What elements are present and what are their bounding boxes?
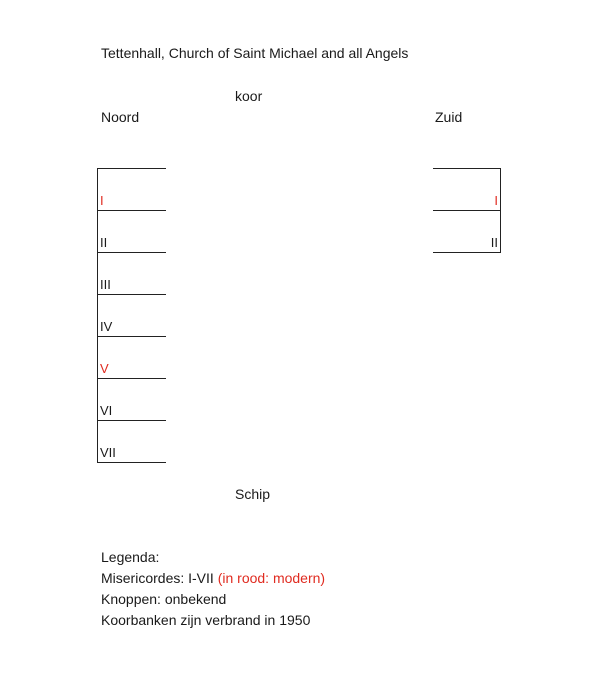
north-stall-4 xyxy=(98,295,166,337)
legend-heading: Legenda: xyxy=(101,549,160,565)
legend-misericordes-prefix: Misericordes: I-VII xyxy=(101,570,214,586)
north-stall-3 xyxy=(98,253,166,295)
north-stall-2 xyxy=(98,211,166,253)
north-stall-label: III xyxy=(100,277,111,292)
choir-label: koor xyxy=(235,88,263,104)
south-stall-label: I xyxy=(494,193,498,208)
north-stall-1 xyxy=(98,169,166,211)
north-stall-5 xyxy=(98,337,166,379)
page-title: Tettenhall, Church of Saint Michael and all Angels xyxy=(101,45,409,61)
south-stall-label: II xyxy=(490,235,498,250)
north-stall-7 xyxy=(98,421,166,463)
legend-knoppen: Knoppen: onbekend xyxy=(101,591,227,607)
north-label: Noord xyxy=(101,109,140,125)
north-stalls xyxy=(97,168,166,463)
legend-misericordes xyxy=(101,568,325,589)
south-label: Zuid xyxy=(435,109,463,125)
north-stall-label: I xyxy=(100,193,104,208)
north-stall-label: VII xyxy=(100,445,116,460)
south-stalls xyxy=(433,168,501,253)
north-stall-label: IV xyxy=(100,319,113,334)
legend-modern-note: (in rood: modern) xyxy=(217,570,326,586)
south-stall-1 xyxy=(433,169,500,211)
north-stall-6 xyxy=(98,379,166,421)
legend xyxy=(101,547,325,631)
north-stall-label: VI xyxy=(100,403,113,418)
north-stall-label: V xyxy=(100,361,109,376)
legend-burned: Koorbanken zijn verbrand in 1950 xyxy=(101,612,311,628)
nave-label: Schip xyxy=(235,486,271,502)
south-stall-2 xyxy=(433,211,500,253)
north-stall-label: II xyxy=(100,235,108,250)
